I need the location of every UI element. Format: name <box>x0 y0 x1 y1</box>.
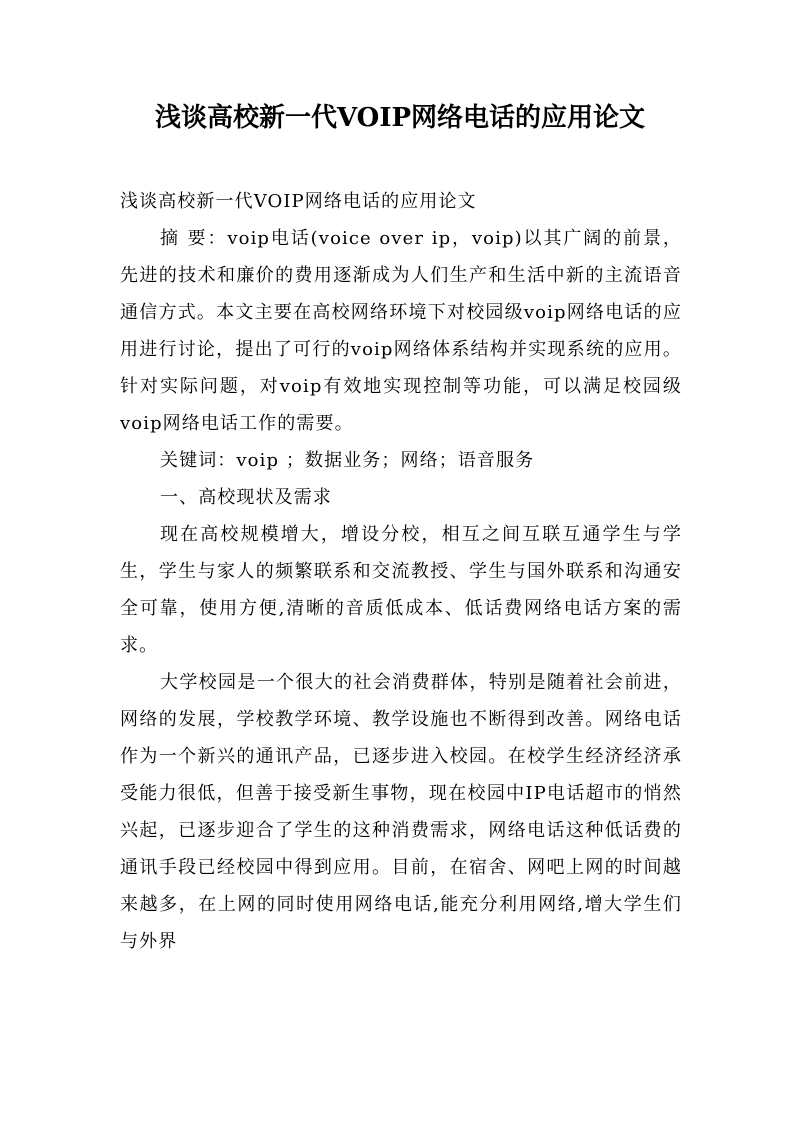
abstract-paragraph <box>120 220 682 442</box>
document-body <box>120 183 682 960</box>
document-subtitle: 浅谈高校新一代VOIP网络电话的应用论文 <box>120 191 477 212</box>
document-title: 浅谈高校新一代VOIP网络电话的应用论文 <box>154 103 646 133</box>
abstract-text: voip电话(voice over ip，voip)以其广阔的前景，先进的技术和廉价的费用逐渐成为人们生产和生活中新的主流语音通信方式。本文主要在高校网络环境下对校园级voip网络电话的应用进行讨论，提出了可行的voip网络体系结构并实现系统的应用。针对实际问题，对voip有效地实现控制等功能，可以满足校园级voip网络电话工作的需要。 <box>120 228 682 434</box>
body-paragraph-1: 现在高校规模增大，增设分校，相互之间互联互通学生与学生，学生与家人的频繁联系和交流教授、学生与国外联系和沟通安全可靠，使用方便,清晰的音质低成本、低话费网络电话方案的需求。 <box>120 524 682 656</box>
keywords-line: 关键词：voip ；数据业务；网络；语音服务 <box>160 450 535 471</box>
body-paragraph-2: 大学校园是一个很大的社会消费群体，特别是随着社会前进，网络的发展，学校教学环境、教学设施也不断得到改善。网络电话作为一个新兴的通讯产品，已逐步进入校园。在校学生经济经济承受能力很低，但善于接受新生事物，现在校园中IP电话超市的悄然兴起，已逐步迎合了学生的这种消费需求，网络电话这种低话费的通讯手段已经校园中得到应用。目前，在宿舍、网吧上网的时间越来越多，在上网的同时使用网络电话,能充分利用网络,增大学生们与外界 <box>120 672 682 952</box>
section-heading: 一、高校现状及需求 <box>160 487 332 508</box>
abstract-label: 摘 要： <box>160 228 228 249</box>
